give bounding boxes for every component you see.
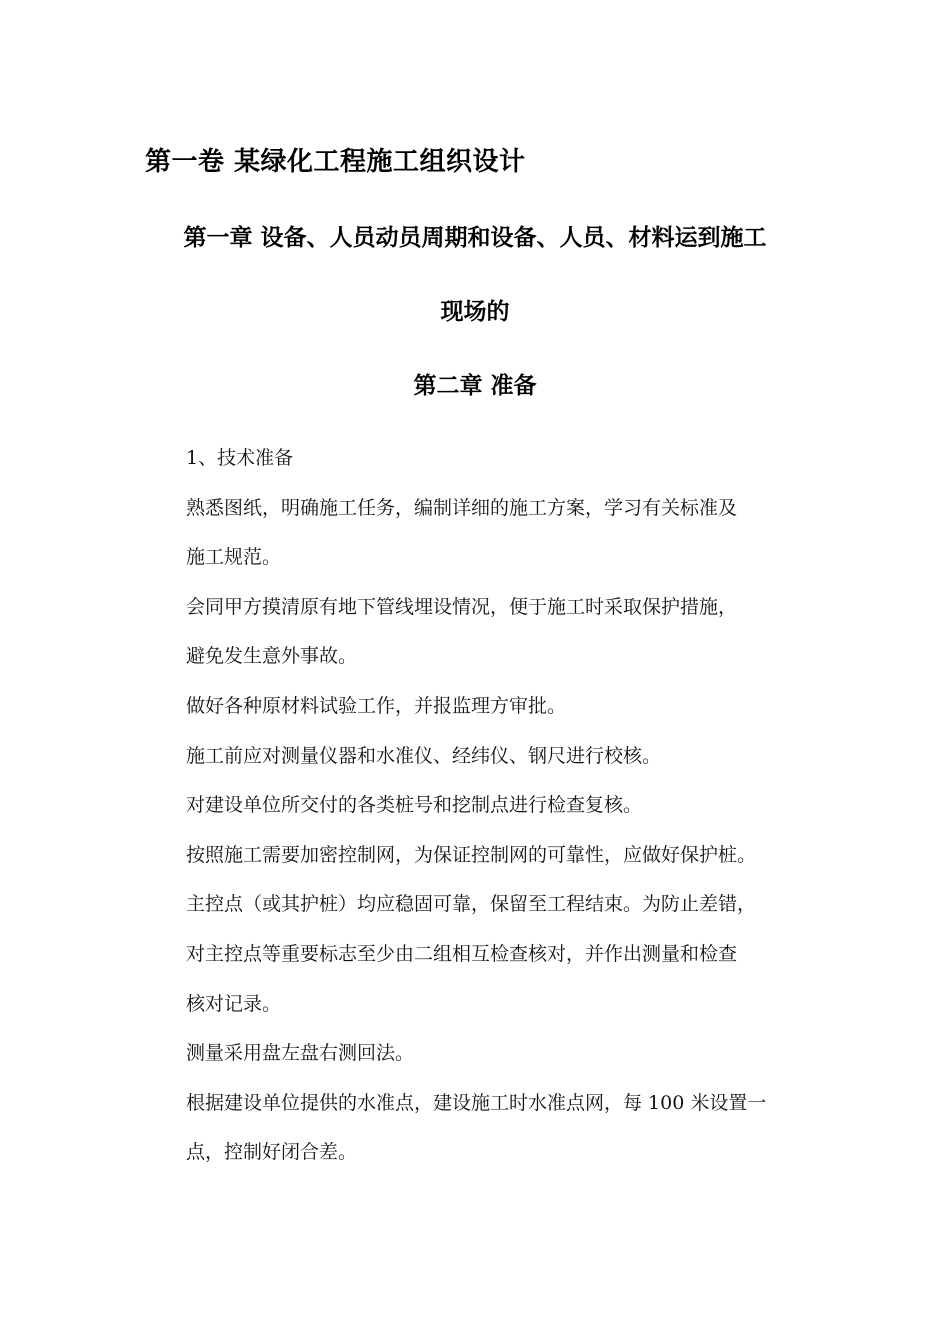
paragraph-line: 按照施工需要加密控制网，为保证控制网的可靠性，应做好保护桩。 [186, 843, 757, 866]
section-heading-technical-preparation: 1、技术准备 [186, 447, 294, 469]
body-text [186, 438, 846, 1182]
paragraph-line: 测量采用盘左盘右测回法。 [186, 1042, 415, 1065]
paragraph-line: 避免发生意外事故。 [186, 645, 358, 668]
chapter-2-title: 第二章 准备 [413, 373, 537, 399]
volume-title: 第一卷 某绿化工程施工组织设计 [145, 147, 526, 177]
paragraph-line: 对建设单位所交付的各类桩号和挖制点进行检查复核。 [186, 794, 643, 817]
paragraph-line: 对主控点等重要标志至少由二组相互检查核对，并作出测量和检查 [186, 942, 738, 965]
paragraph-line: 做好各种原材料试验工作，并报监理方审批。 [186, 694, 567, 717]
paragraph-line: 施工规范。 [186, 546, 282, 569]
paragraph-line: 根据建设单位提供的水准点，建设施工时水准点网，每 100 米设置一 [186, 1091, 767, 1114]
chapter-1-title-line-1: 第一章 设备、人员动员周期和设备、人员、材料运到施工 [183, 225, 767, 251]
paragraph-line: 会同甲方摸清原有地下管线埋设情况，便于施工时采取保护措施， [186, 595, 738, 618]
paragraph-line: 施工前应对测量仪器和水准仪、经纬仪、钢尺进行校核。 [186, 744, 662, 767]
paragraph-line: 主控点（或其护桩）均应稳固可靠，保留至工程结束。为防止差错， [186, 893, 757, 916]
chapter-1-title-line-2: 现场的 [440, 299, 510, 325]
paragraph-line: 核对记录。 [186, 992, 282, 1015]
paragraph-line: 熟悉图纸，明确施工任务，编制详细的施工方案，学习有关标准及 [186, 496, 738, 519]
paragraph-line: 点，控制好闭合差。 [186, 1141, 358, 1164]
